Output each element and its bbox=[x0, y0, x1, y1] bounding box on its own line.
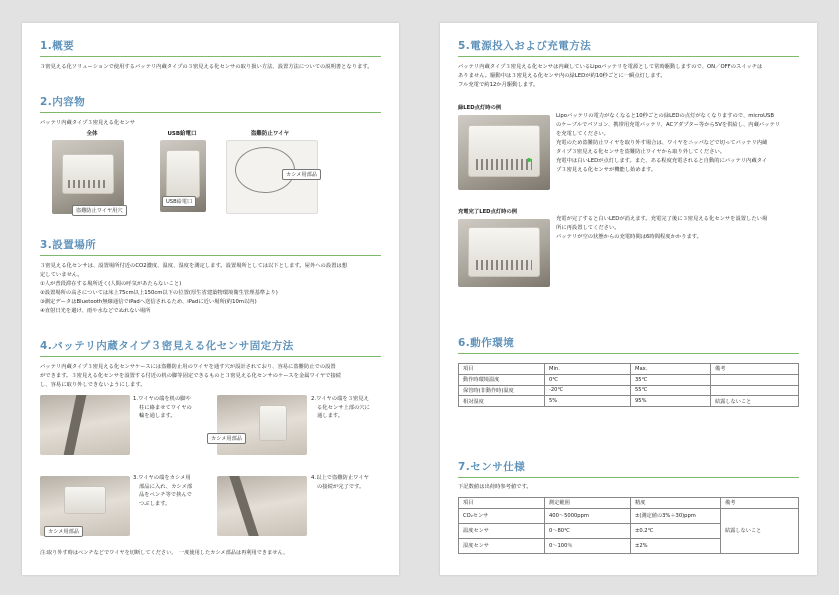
table-header-row: 項目 Min. Max. 備考 bbox=[459, 364, 799, 375]
section-power bbox=[458, 38, 799, 90]
table-row: CO₂センサ 400～5000ppm ±(測定値の3%＋30)ppm 結露しないこと bbox=[459, 508, 799, 523]
right-page bbox=[440, 23, 817, 575]
left-page bbox=[22, 23, 399, 575]
section-title: 6.動作環境 bbox=[458, 335, 799, 354]
fixing-note: 注:取り外す時はペンチなどでワイヤを切断してください。 一度使用したカシメ部品は再利用できません。 bbox=[40, 550, 289, 556]
photo-caption: カシメ用部品 bbox=[282, 169, 321, 180]
power-line: フル充電で約12か月駆動します。 bbox=[458, 82, 539, 88]
section-fixing bbox=[40, 338, 381, 390]
location-line: 定していません。 bbox=[40, 272, 83, 278]
power-line: ありません。駆動中は３密見える化センサ内の緑LEDが約10秒ごとに一瞬点灯します。 bbox=[458, 73, 666, 79]
item-label: USB給電口 bbox=[167, 131, 197, 137]
power-line: バッテリ内蔵タイプ３密見える化センサは内蔵しているLipoバッテリを電源として常時駆動しますので、ON／OFFのスイッチは bbox=[458, 64, 763, 70]
fixing-line: ができます。３密見える化センサを設置する付近の机の脚等固定できるものと３密見える化センサのケースを金属ワイヤで接続 bbox=[40, 373, 342, 379]
item-label: 全体 bbox=[86, 131, 98, 137]
photo-caption: 盗難防止ワイヤ用穴 bbox=[72, 205, 127, 216]
step-text: 1.ワイヤの端を机の脚や 柱に絡ませてワイヤの 輪を通します。 bbox=[133, 396, 192, 419]
overview-text: ３密見える化ソリューションで使用するバッテリ内蔵タイプの３密見える化センサの取り扱い方法、設置方法についての説明書となります。 bbox=[40, 64, 373, 70]
photo-caption: USB給電口 bbox=[162, 196, 196, 207]
fixing-line: バッテリ内蔵タイプ３密見える化センサケースには盗難防止用のワイヤを通す穴が設計されており、容易に盗難防止での設置 bbox=[40, 364, 336, 370]
charge-done-photo bbox=[458, 219, 550, 287]
table-row: 湿度センサ 0～100％ ±2% bbox=[459, 538, 799, 553]
step-text: 2.ワイヤの端を３密見え る化センサ上部の穴に 通します。 bbox=[311, 396, 370, 419]
section-title: 5.電源投入および充電方法 bbox=[458, 38, 799, 57]
step1-photo bbox=[40, 395, 130, 455]
spec-note: 下記数値は出荷時参考値です。 bbox=[458, 484, 532, 490]
location-line: ①人が普段滞在する場所近く(人間の呼気があたらないこと) bbox=[40, 281, 182, 287]
table-row: 動作時環境温度 0℃ 35℃ bbox=[459, 374, 799, 385]
section-environment bbox=[458, 335, 799, 407]
table-row: 保管時(非動作時)温度 -20℃ 55℃ bbox=[459, 385, 799, 396]
location-line: ④直射日光を避け、雨や水などでぬれない場所 bbox=[40, 308, 151, 314]
sensor-spec-table bbox=[458, 497, 799, 554]
green-led-text: Lipoバッテリの電力がなくなると10秒ごとの緑LEDの点灯がなくなりますので、microUSB のケーブルでパソコン、携帯用充電バッテリ、ACアダプター等から5Vを供給し、内蔵バッテリ を充電してください。 充電のため盗難防止ワイヤを取り外す場合は、ワイヤをニッパなどで切ってバッテリ内蔵 タイプ３密見える化センサを盗難防止ワイヤから取り外してください。 充電中は白いLEDが点灯します。また、ある程度充電されると自動的にバッテリ内蔵タイ プ３密見える化センサが機能し始めます。 bbox=[556, 113, 781, 173]
step2-photo bbox=[217, 395, 307, 455]
location-line: ③測定データはBluetooth無線通信でiPadへ送信されるため、iPadに近い場所(約10m以内) bbox=[40, 299, 257, 305]
fixing-line: し、容易に取り外しできないようにします。 bbox=[40, 382, 146, 388]
environment-table bbox=[458, 363, 799, 407]
location-line: ②設置場所の高さについては床上75cm以上150cm以下の位置(厚生省建築物環境衛生管理基準より) bbox=[40, 290, 278, 296]
step4-photo bbox=[217, 476, 307, 536]
section-title: 1.概要 bbox=[40, 38, 381, 57]
table-row: 相対湿度 5% 95% 結露しないこと bbox=[459, 396, 799, 407]
contents-subtitle: バッテリ内蔵タイプ３密見える化センサ bbox=[40, 120, 136, 126]
green-led-photo bbox=[458, 115, 550, 190]
section-title: 2.内容物 bbox=[40, 94, 381, 113]
table-row: 温度センサ 0～80℃ ±0.2℃ bbox=[459, 523, 799, 538]
spec-remark: 結露しないこと bbox=[721, 508, 799, 553]
section-title: 7.センサ仕様 bbox=[458, 459, 799, 478]
section-title: 3.設置場所 bbox=[40, 237, 381, 256]
photo-caption: カシメ用部品 bbox=[44, 526, 83, 537]
item-label: 盗難防止ワイヤ bbox=[250, 131, 290, 137]
step-text: 3.ワイヤの端をカシメ用 部品に入れ、カシメ部 品をペンチ等で挟んで つぶします。 bbox=[133, 475, 193, 507]
section-overview bbox=[40, 38, 381, 72]
section-location bbox=[40, 237, 381, 316]
step-text: 4.以上で盗難防止ワイヤ の接続が完了です。 bbox=[311, 475, 369, 490]
section-sensor-spec bbox=[458, 459, 799, 554]
location-line: ３密見える化センサは、設置場所付近のCO2濃度、温度、湿度を測定します。設置場所としては以下とします。屋外への設置は想 bbox=[40, 263, 348, 269]
table-header-row: 項目 測定範囲 精度 備考 bbox=[459, 498, 799, 509]
charge-done-text: 充電が完了すると白いLEDが消えます。充電完了後に３密見える化センサを設置したい場 所に再設置してください。 バッテリが空の状態からの充電時間は6時間程度かかります。 bbox=[556, 216, 768, 240]
charge-done-title: 充電完了LED点灯時の例 bbox=[458, 209, 518, 215]
green-led-title: 緑LED点灯時の例 bbox=[458, 105, 502, 111]
sensor-whole-photo bbox=[52, 140, 124, 214]
section-contents bbox=[40, 94, 381, 128]
section-title: 4.バッテリ内蔵タイプ３密見える化センサ固定方法 bbox=[40, 338, 381, 357]
photo-caption: カシメ用部品 bbox=[207, 433, 246, 444]
